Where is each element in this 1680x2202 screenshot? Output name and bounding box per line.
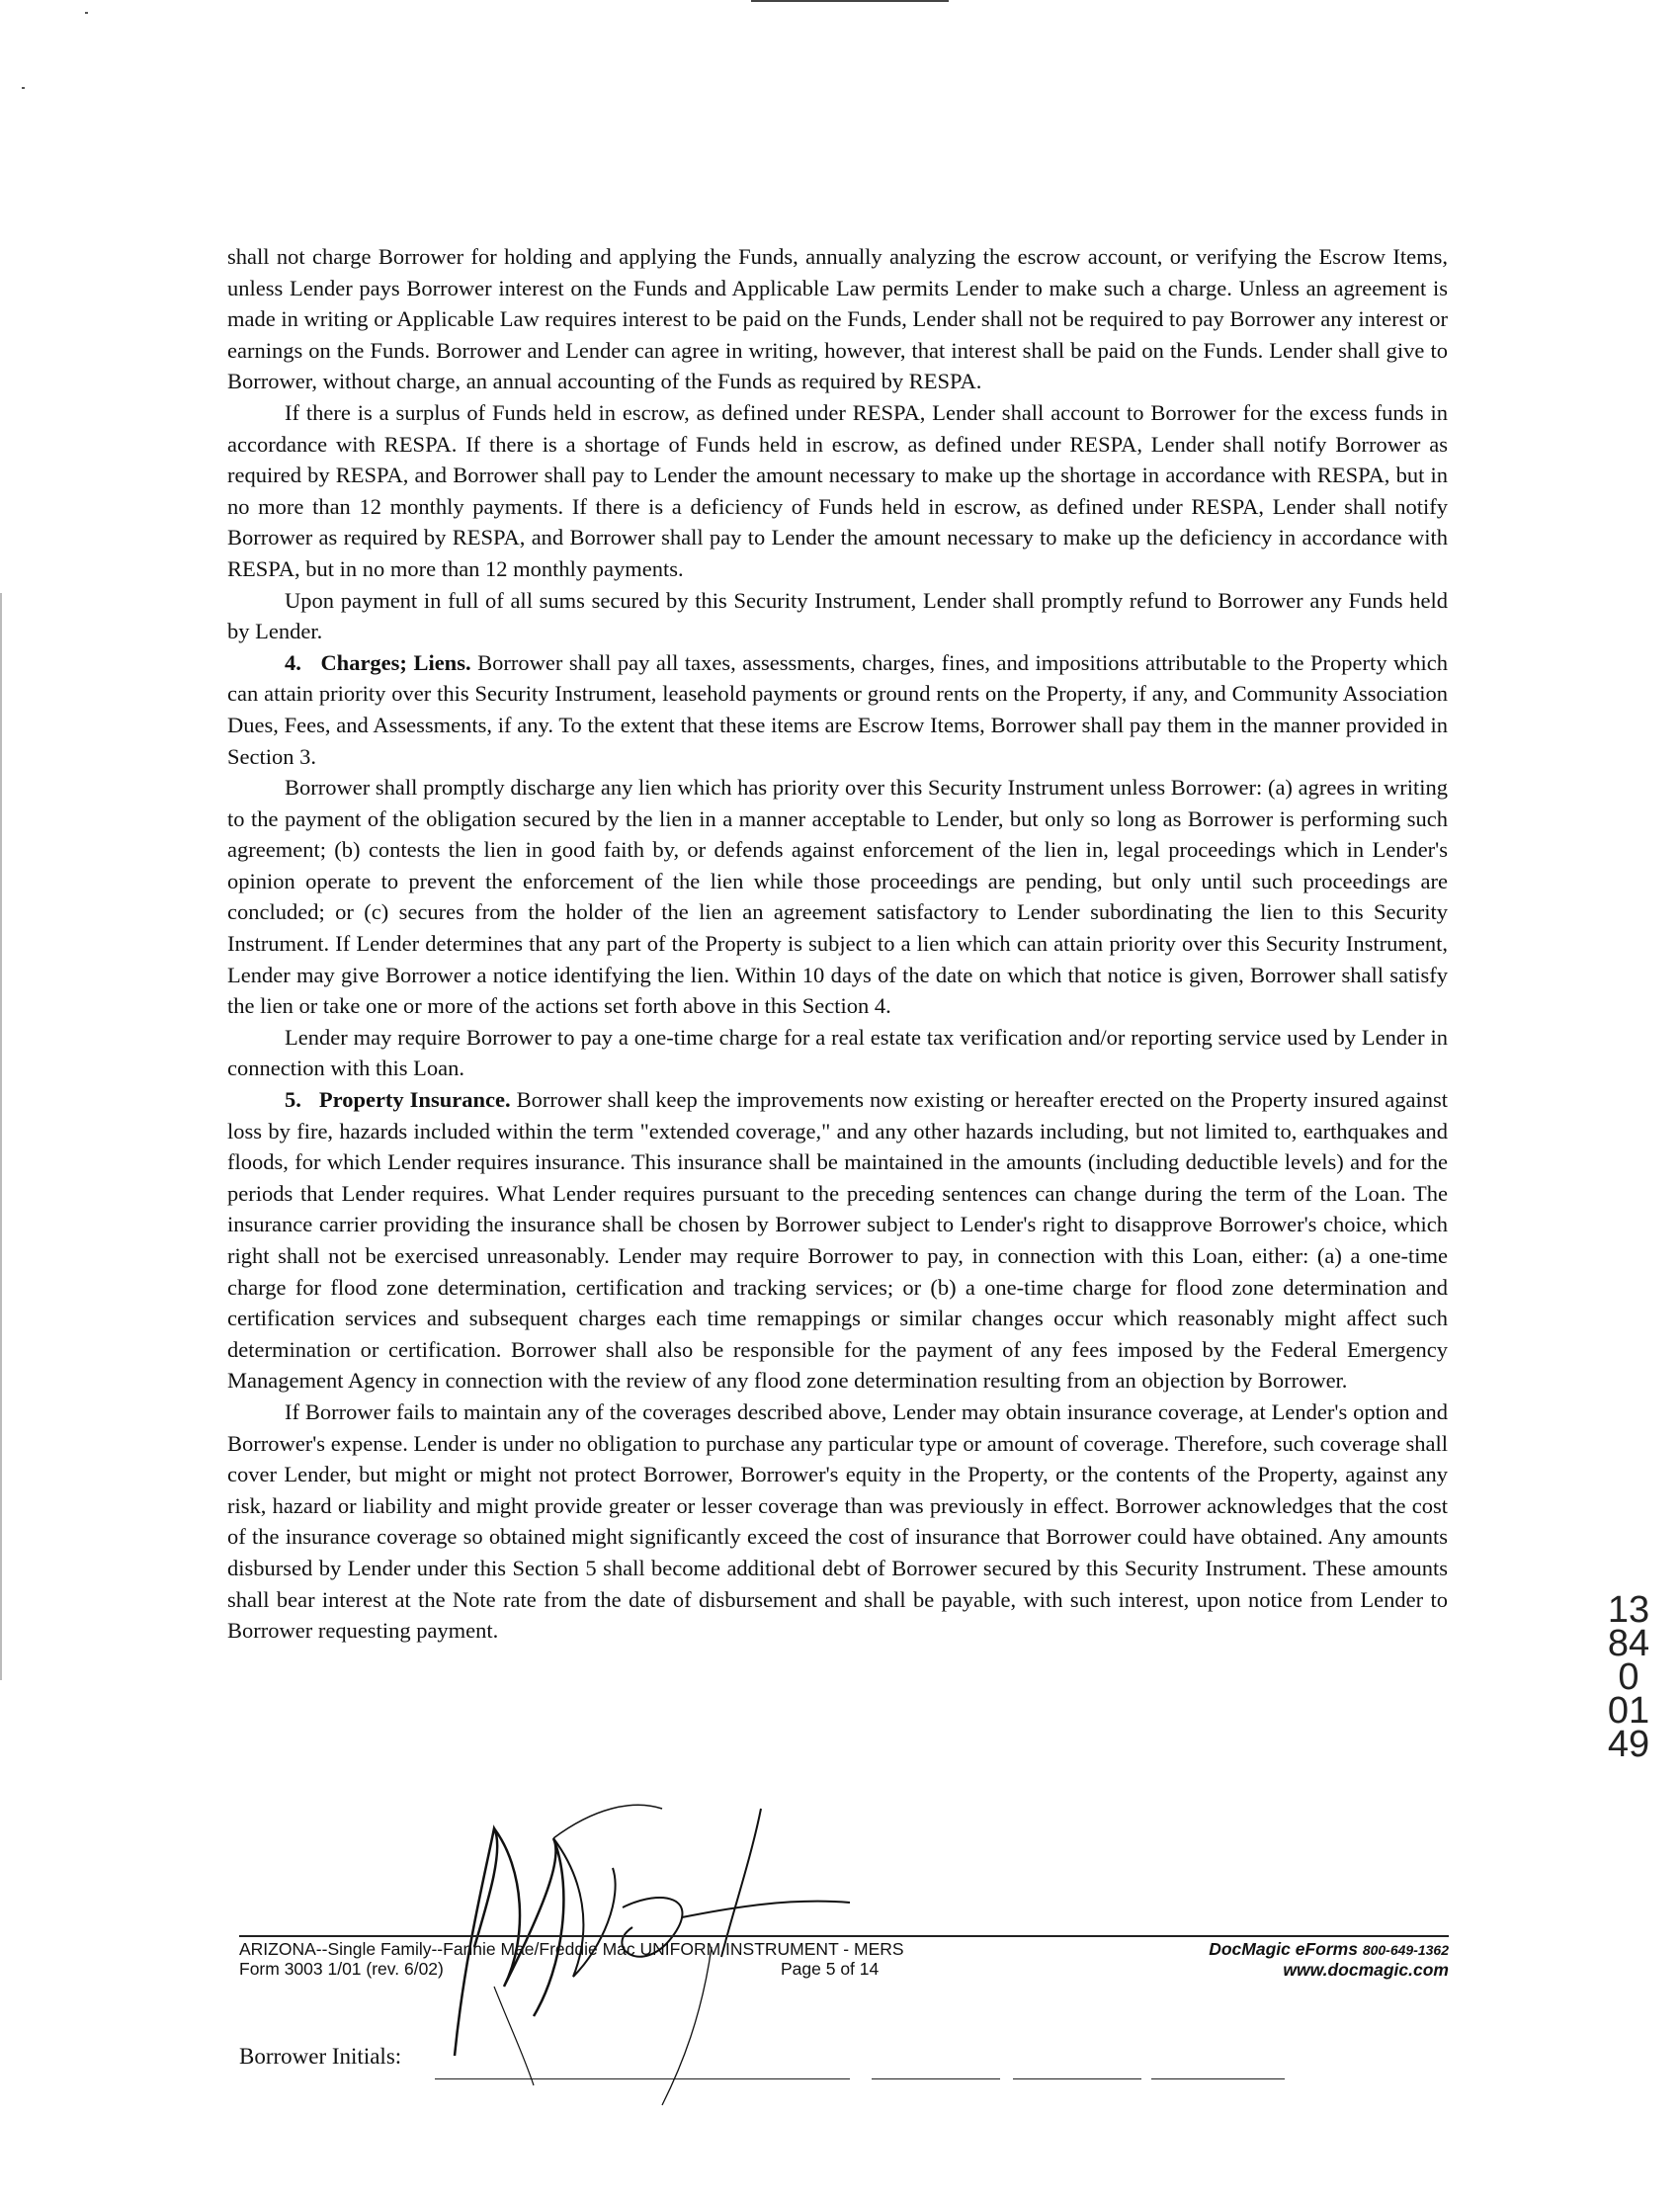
section-title: Charges; Liens. xyxy=(320,649,471,675)
section-number: 4. xyxy=(285,649,301,675)
scan-speck xyxy=(22,87,25,89)
website: www.docmagic.com xyxy=(1283,1960,1449,1980)
initials-line[interactable] xyxy=(1013,2078,1141,2079)
section-text: Borrower shall pay all taxes, assessments, charges, fines, and impositions attributable to the Property which can attain priority over this Security Instrument, leasehold payments or ground rents on the Property, if any, and Community Association Dues, Fees, and Assessments, if any. To the extent that these items are Escrow Items, Borrower shall pay them in the manner provided in Section 3. xyxy=(227,649,1449,769)
document-body xyxy=(227,241,1448,1647)
form-title: ARIZONA--Single Family--Fannie Mae/Freddie Mac UNIFORM INSTRUMENT - MERS xyxy=(239,1939,904,1959)
scan-left-edge xyxy=(0,593,2,1680)
page-number: Page 5 of 14 xyxy=(781,1959,880,1979)
section-number: 5. xyxy=(285,1087,301,1113)
section-title: Property Insurance. xyxy=(318,1087,511,1113)
footer-right xyxy=(1209,1939,1449,1980)
form-number: Form 3003 1/01 (rev. 6/02) xyxy=(239,1959,444,1979)
paragraph: If there is a surplus of Funds held in escrow, as defined under RESPA, Lender shall account to Borrower for the excess funds in accordance with RESPA. If there is a shortage of Funds held in escrow, as defined under RESPA, Lender shall notify Borrower as required by RESPA, and Borrower shall pay to Lender the amount necessary to make up the shortage in accordance with RESPA, but in no more than 12 monthly payments. If there is a deficiency of Funds held in escrow, as defined under RESPA, Lender shall notify Borrower as required by RESPA, and Borrower shall pay to Lender the amount necessary to make up the deficiency in accordance with RESPA, but in no more than 12 monthly payments. xyxy=(227,399,1448,581)
footer-rule xyxy=(239,1935,1449,1937)
phone-number: 800-649-1362 xyxy=(1362,1942,1449,1958)
section-4-paragraph xyxy=(227,647,1448,772)
paragraph: Lender may require Borrower to pay a one-time charge for a real estate tax verification and/or reporting service used by Lender in connection with this Loan. xyxy=(227,1024,1448,1081)
paragraph: Borrower shall promptly discharge any lien which has priority over this Security Instrument unless Borrower: (a) agrees in writing to the payment of the obligation secured by the lien in a manner acceptable to Lender, but only so long as Borrower is performing such agreement; (b) contests the lien in good faith by, or defends against enforcement of the lien in, legal proceedings which in Lender's opinion operate to prevent the enforcement of the lien while those proceedings are pending, but only until such proceedings are concluded; or (c) secures from the holder of the lien an agreement satisfactory to Lender subordinating the lien to this Security Instrument. If Lender determines that any part of the Property is subject to a lien which can attain priority over this Security Instrument, Lender may give Borrower a notice identifying the lien. Within 10 days of the date on which that notice is given, Borrower shall satisfy the lien or take one or more of the actions set forth above in this Section 4. xyxy=(227,775,1448,1019)
initials-line[interactable] xyxy=(872,2078,1000,2079)
paragraph: Upon payment in full of all sums secured by this Security Instrument, Lender shall promptly refund to Borrower any Funds held by Lender. xyxy=(227,587,1448,644)
recording-stamp: 13840 0149 xyxy=(1607,1589,1650,1765)
borrower-initials-label: Borrower Initials: xyxy=(239,2044,402,2069)
paragraph: If Borrower fails to maintain any of the coverages described above, Lender may obtain insurance coverage, at Lender's option and Borrower's expense. Lender is under no obligation to purchase any particular type or amount of coverage. Therefore, such coverage shall cover Lender, but might or might not protect Borrower, Borrower's equity in the Property, or the contents of the Property, against any risk, hazard or liability and might provide greater or lesser coverage than was previously in effect. Borrower acknowledges that the cost of the insurance coverage so obtained might significantly exceed the cost of insurance that Borrower could have obtained. Any amounts disbursed by Lender under this Section 5 shall become additional debt of Borrower secured by this Security Instrument. These amounts shall bear interest at the Note rate from the date of disbursement and shall be payable, with such interest, upon notice from Lender to Borrower requesting payment. xyxy=(227,1398,1448,1644)
paragraph: shall not charge Borrower for holding and applying the Funds, annually analyzing the escrow account, or verifying the Escrow Items, unless Lender pays Borrower interest on the Funds and Applicable Law permits Lender to make such a charge. Unless an agreement is made in writing or Applicable Law requires interest to be paid on the Funds, Lender shall not be required to pay Borrower any interest or earnings on the Funds. Borrower and Lender can agree in writing, however, that interest shall be paid on the Funds. Lender shall give to Borrower, without charge, an annual accounting of the Funds as required by RESPA. xyxy=(227,244,1448,394)
section-text: Borrower shall keep the improvements now existing or hereafter erected on the Property insured against loss by fire, hazards included within the term "extended coverage," and any other hazards including, but not limited to, earthquakes and floods, for which Lender requires insurance. This insurance shall be maintained in the amounts (including deductible levels) and for the periods that Lender requires. What Lender requires pursuant to the preceding sentences can change during the term of the Loan. The insurance carrier providing the insurance shall be chosen by Borrower subject to Lender's right to disapprove Borrower's choice, which right shall not be exercised unreasonably. Lender may require Borrower to pay, in connection with this Loan, either: (a) a one-time charge for flood zone determination, certification and tracking services; or (b) a one-time charge for flood zone determination and certification services and subsequent charges each time remappings or similar changes occur which reasonably might affect such determination or certification. Borrower shall also be responsible for the payment of any fees imposed by the Federal Emergency Management Agency in connection with the review of any flood zone determination resulting from an objection by Borrower. xyxy=(227,1087,1449,1394)
docmagic-logo: DocMagic eForms xyxy=(1209,1939,1358,1959)
scan-top-mark xyxy=(751,0,949,2)
scan-speck xyxy=(85,12,88,14)
initials-line[interactable] xyxy=(1151,2078,1285,2079)
section-5-paragraph xyxy=(227,1084,1448,1397)
